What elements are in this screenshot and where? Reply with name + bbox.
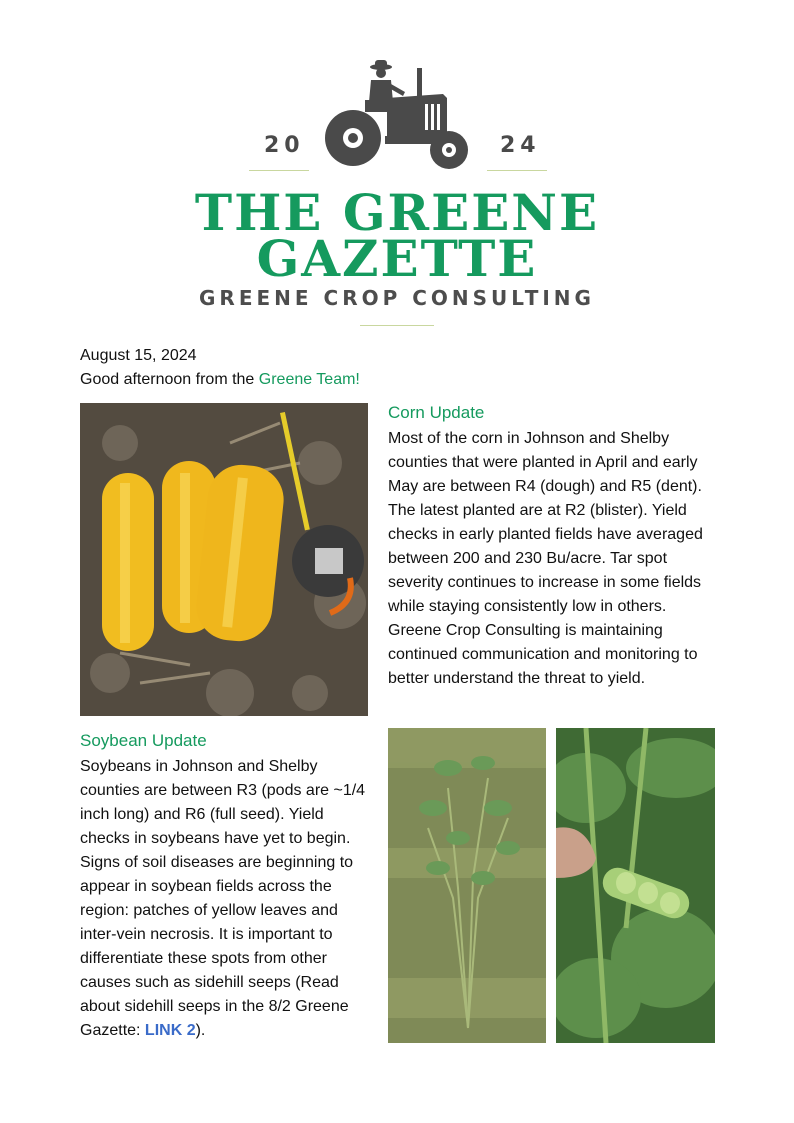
sidehill-seeps-link[interactable]: LINK 2 <box>144 1022 196 1039</box>
soybean-pod-closeup-photo <box>556 728 715 1043</box>
year-right: 24 <box>500 133 541 158</box>
soybean-update-body <box>80 755 375 1043</box>
greeting <box>80 368 360 392</box>
masthead-subtitle: GREENE CROP CONSULTING <box>199 286 595 310</box>
corn-ears-photo <box>80 403 368 716</box>
divider-right <box>487 170 547 171</box>
greeting-prefix: Good afternoon from the <box>80 371 259 388</box>
corn-update-heading: Corn Update <box>388 403 485 422</box>
soybean-update-heading: Soybean Update <box>80 731 207 750</box>
title-line-1: THE GREENE <box>194 183 600 242</box>
year-left: 20 <box>264 133 305 158</box>
soybean-body-text: Soybeans in Johnson and Shelby counties are between R3 (pods are ~1/4 inch long) and R6 (full seed). Yield checks in soybeans have yet to begin. Signs of soil diseases are beginning to appear in soybean fields across the region: patches of yellow leaves and inter-vein necrosis. It is important to differentiate these spots from other causes such as sidehill seeps (Read about sidehill seeps in the 8/2 Greene Gazette: <box>80 758 366 1039</box>
soybean-body-end: ). <box>195 1022 206 1039</box>
divider-center <box>360 325 434 326</box>
newsletter-date: August 15, 2024 <box>80 347 197 364</box>
divider-left <box>249 170 309 171</box>
tractor-with-farmer-icon <box>325 58 470 172</box>
masthead-title <box>0 183 794 288</box>
corn-update-body: Most of the corn in Johnson and Shelby counties that were planted in April and early May are between R4 (dough) and R5 (dent). The latest planted are at R2 (blister). Yield checks in early planted fields have averaged between 200 and 230 Bu/acre. Tar spot severity continues to increase in some fields while staying consistently low in others. Greene Crop Consulting is maintaining continued communication and monitoring to better understand the threat to yield. <box>388 430 703 687</box>
title-line-2: GAZETTE <box>256 229 538 288</box>
greeting-team: Greene Team! <box>258 371 360 388</box>
soybean-plant-photo <box>388 728 546 1043</box>
